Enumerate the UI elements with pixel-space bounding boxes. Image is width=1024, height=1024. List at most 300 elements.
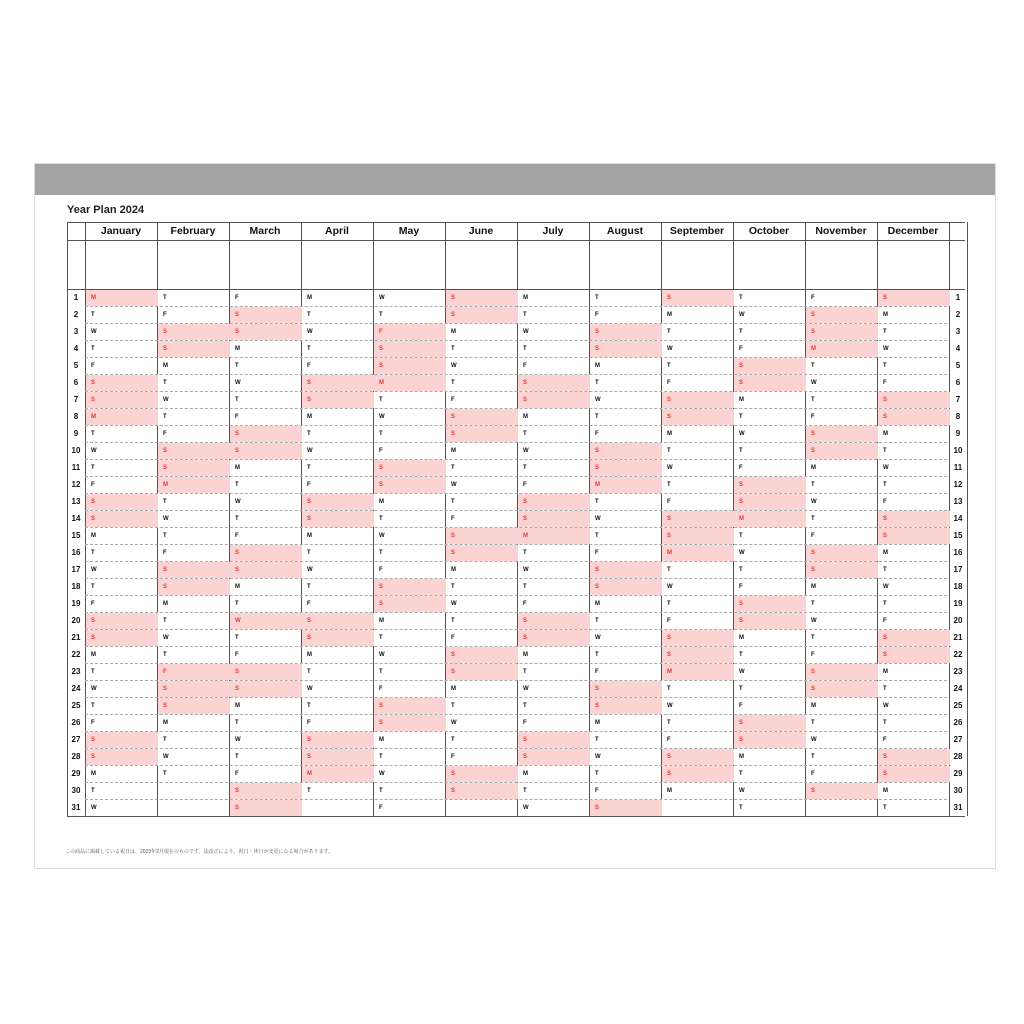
day-cell <box>374 783 446 799</box>
day-cell <box>878 800 950 816</box>
weekday-letter: T <box>91 312 95 318</box>
day-cell <box>662 307 734 323</box>
day-number-right: 9 <box>955 429 961 438</box>
weekday-letter: S <box>883 397 888 403</box>
day-cell <box>302 392 374 408</box>
weekday-letter: F <box>811 533 815 539</box>
day-cell <box>374 426 446 442</box>
day-cell <box>590 358 662 374</box>
weekday-letter: S <box>811 550 816 556</box>
day-number-left: 21 <box>71 633 81 642</box>
weekday-letter: M <box>667 550 672 556</box>
weekday-letter: S <box>595 703 600 709</box>
day-cell <box>734 698 806 714</box>
month-header-june: June <box>468 225 494 237</box>
weekday-letter: F <box>883 618 887 624</box>
day-cell <box>86 647 158 663</box>
weekday-letter: S <box>91 516 96 522</box>
day-cell <box>158 324 230 340</box>
weekday-letter: T <box>595 414 599 420</box>
day-cell <box>590 494 662 510</box>
day-cell <box>446 664 518 680</box>
weekday-letter: F <box>739 346 743 352</box>
weekday-letter: S <box>307 618 312 624</box>
day-cell <box>518 766 590 782</box>
day-cell <box>374 732 446 748</box>
weekday-letter: F <box>595 669 599 675</box>
day-cell <box>806 511 878 527</box>
day-cell <box>806 443 878 459</box>
weekday-letter: S <box>451 788 456 794</box>
weekday-letter: T <box>667 329 671 335</box>
weekday-letter: T <box>91 788 95 794</box>
weekday-letter: W <box>235 737 241 743</box>
weekday-letter: S <box>235 448 240 454</box>
day-cell <box>230 341 302 357</box>
weekday-letter: S <box>91 380 96 386</box>
weekday-letter: T <box>163 533 167 539</box>
weekday-letter: T <box>451 703 455 709</box>
day-cell <box>518 562 590 578</box>
weekday-letter: T <box>523 550 527 556</box>
day-cell <box>446 375 518 391</box>
weekday-letter: T <box>739 771 743 777</box>
day-cell <box>806 630 878 646</box>
day-cell <box>878 562 950 578</box>
weekday-letter: T <box>307 703 311 709</box>
day-cell <box>590 647 662 663</box>
weekday-letter: W <box>163 635 169 641</box>
day-cell <box>590 766 662 782</box>
weekday-letter: F <box>595 788 599 794</box>
weekday-letter: F <box>235 295 239 301</box>
weekday-letter: M <box>667 431 672 437</box>
day-cell <box>446 324 518 340</box>
weekday-letter: T <box>379 431 383 437</box>
weekday-letter: S <box>595 465 600 471</box>
weekday-letter: T <box>235 601 239 607</box>
day-cell <box>878 426 950 442</box>
weekday-letter: S <box>379 363 384 369</box>
day-cell <box>446 562 518 578</box>
day-cell <box>518 613 590 629</box>
day-cell <box>878 664 950 680</box>
day-cell <box>662 732 734 748</box>
day-cell <box>878 579 950 595</box>
day-cell <box>590 409 662 425</box>
day-cell <box>158 579 230 595</box>
weekday-letter: T <box>811 635 815 641</box>
day-number-right: 6 <box>955 378 961 387</box>
weekday-letter: T <box>235 482 239 488</box>
weekday-letter: W <box>379 533 385 539</box>
weekday-letter: W <box>667 346 673 352</box>
weekday-letter: W <box>307 448 313 454</box>
day-number-left: 4 <box>73 344 79 353</box>
weekday-letter: W <box>91 567 97 573</box>
day-cell <box>230 698 302 714</box>
day-cell <box>662 630 734 646</box>
day-cell <box>806 664 878 680</box>
weekday-letter: M <box>883 788 888 794</box>
weekday-letter: T <box>523 584 527 590</box>
day-cell <box>518 426 590 442</box>
weekday-letter: M <box>91 652 96 658</box>
day-cell <box>734 664 806 680</box>
weekday-letter: S <box>667 771 672 777</box>
day-cell <box>518 732 590 748</box>
day-cell <box>86 528 158 544</box>
day-cell <box>302 409 374 425</box>
weekday-letter: S <box>811 312 816 318</box>
weekday-letter: S <box>883 533 888 539</box>
day-cell <box>878 630 950 646</box>
weekday-letter: F <box>163 431 167 437</box>
day-cell <box>230 545 302 561</box>
weekday-letter: W <box>667 584 673 590</box>
day-cell <box>806 324 878 340</box>
day-cell <box>446 460 518 476</box>
weekday-letter: T <box>451 737 455 743</box>
day-cell <box>806 545 878 561</box>
day-cell <box>446 749 518 765</box>
day-cell <box>158 511 230 527</box>
weekday-letter: F <box>883 380 887 386</box>
weekday-letter: W <box>739 550 745 556</box>
day-cell <box>662 511 734 527</box>
day-cell <box>806 732 878 748</box>
weekday-letter: W <box>235 499 241 505</box>
day-cell <box>878 749 950 765</box>
day-cell <box>302 749 374 765</box>
day-cell <box>878 358 950 374</box>
day-number-right: 4 <box>955 344 961 353</box>
day-cell <box>230 324 302 340</box>
weekday-letter: M <box>739 754 744 760</box>
day-number-left: 30 <box>71 786 81 795</box>
weekday-letter: T <box>595 380 599 386</box>
day-number-right: 12 <box>953 480 963 489</box>
day-cell <box>374 290 446 306</box>
day-cell <box>878 477 950 493</box>
weekday-letter: S <box>667 635 672 641</box>
weekday-letter: T <box>307 788 311 794</box>
day-cell <box>446 647 518 663</box>
day-cell <box>446 358 518 374</box>
day-cell <box>86 307 158 323</box>
day-cell <box>806 698 878 714</box>
day-cell <box>230 630 302 646</box>
day-cell <box>662 562 734 578</box>
weekday-letter: F <box>667 737 671 743</box>
day-cell <box>734 426 806 442</box>
day-cell <box>86 324 158 340</box>
day-cell <box>734 715 806 731</box>
day-number-right: 27 <box>953 735 963 744</box>
day-cell <box>230 749 302 765</box>
day-cell <box>86 698 158 714</box>
weekday-letter: T <box>523 465 527 471</box>
day-cell <box>158 392 230 408</box>
weekday-letter: W <box>739 788 745 794</box>
weekday-letter: F <box>451 754 455 760</box>
weekday-letter: S <box>163 448 168 454</box>
day-cell <box>806 409 878 425</box>
weekday-letter: T <box>307 312 311 318</box>
day-number-right: 21 <box>953 633 963 642</box>
weekday-letter: T <box>307 465 311 471</box>
weekday-letter: S <box>451 669 456 675</box>
weekday-letter: W <box>451 482 457 488</box>
day-cell <box>374 698 446 714</box>
day-cell <box>806 766 878 782</box>
day-cell <box>806 783 878 799</box>
weekday-letter: T <box>379 635 383 641</box>
weekday-letter: F <box>883 737 887 743</box>
weekday-letter: S <box>451 533 456 539</box>
weekday-letter: W <box>739 312 745 318</box>
weekday-letter: T <box>379 788 383 794</box>
weekday-letter: W <box>379 414 385 420</box>
day-cell <box>446 681 518 697</box>
weekday-letter: M <box>595 720 600 726</box>
day-cell <box>230 358 302 374</box>
weekday-letter: M <box>523 295 528 301</box>
day-cell <box>86 375 158 391</box>
day-cell <box>86 579 158 595</box>
weekday-letter: T <box>811 482 815 488</box>
weekday-letter: M <box>811 465 816 471</box>
weekday-letter: T <box>811 754 815 760</box>
weekday-letter: M <box>523 771 528 777</box>
weekday-letter: T <box>811 363 815 369</box>
day-cell <box>230 766 302 782</box>
weekday-letter: W <box>595 754 601 760</box>
day-cell <box>590 783 662 799</box>
day-cell <box>662 409 734 425</box>
weekday-letter: S <box>235 567 240 573</box>
weekday-letter: T <box>91 550 95 556</box>
day-cell <box>446 613 518 629</box>
weekday-letter: S <box>379 465 384 471</box>
weekday-letter: M <box>451 686 456 692</box>
day-cell <box>734 647 806 663</box>
weekday-letter: S <box>595 567 600 573</box>
day-cell <box>86 715 158 731</box>
weekday-letter: M <box>379 499 384 505</box>
day-cell <box>734 460 806 476</box>
weekday-letter: S <box>811 686 816 692</box>
weekday-letter: S <box>451 312 456 318</box>
planner-sheet <box>35 164 995 868</box>
day-cell <box>446 392 518 408</box>
day-cell <box>878 443 950 459</box>
weekday-letter: S <box>811 431 816 437</box>
day-cell <box>878 392 950 408</box>
day-cell <box>446 307 518 323</box>
weekday-letter: W <box>883 465 889 471</box>
day-cell <box>302 732 374 748</box>
weekday-letter: T <box>739 652 743 658</box>
weekday-letter: S <box>667 414 672 420</box>
day-cell <box>302 596 374 612</box>
day-cell <box>230 392 302 408</box>
day-cell <box>734 681 806 697</box>
day-cell <box>878 460 950 476</box>
day-cell <box>446 545 518 561</box>
weekday-letter: S <box>523 737 528 743</box>
weekday-letter: S <box>667 652 672 658</box>
weekday-letter: S <box>235 788 240 794</box>
weekday-letter: W <box>235 618 241 624</box>
day-number-right: 14 <box>953 514 963 523</box>
weekday-letter: S <box>739 618 744 624</box>
day-cell <box>590 545 662 561</box>
weekday-letter: M <box>811 584 816 590</box>
weekday-letter: M <box>811 346 816 352</box>
weekday-letter: S <box>883 635 888 641</box>
weekday-letter: S <box>379 703 384 709</box>
weekday-letter: M <box>307 414 312 420</box>
day-cell <box>374 494 446 510</box>
day-number-left: 18 <box>71 582 81 591</box>
weekday-letter: T <box>379 754 383 760</box>
footnote: この商品に掲載している祝日は、2023年2月現在のものです。法改正により、祝日・休日が変更になる場合があります。 <box>65 849 334 855</box>
day-number-right: 22 <box>953 650 963 659</box>
day-cell <box>734 341 806 357</box>
day-cell <box>230 647 302 663</box>
weekday-letter: T <box>91 584 95 590</box>
weekday-letter: T <box>235 363 239 369</box>
day-cell <box>446 596 518 612</box>
day-cell <box>878 647 950 663</box>
weekday-letter: F <box>739 465 743 471</box>
day-cell <box>86 392 158 408</box>
weekday-letter: S <box>307 737 312 743</box>
day-cell <box>374 579 446 595</box>
weekday-letter: T <box>667 363 671 369</box>
weekday-letter: S <box>451 295 456 301</box>
weekday-letter: M <box>307 533 312 539</box>
weekday-letter: F <box>91 720 95 726</box>
day-cell <box>734 630 806 646</box>
day-cell <box>518 290 590 306</box>
day-cell <box>302 562 374 578</box>
day-cell <box>158 715 230 731</box>
weekday-letter: W <box>595 516 601 522</box>
day-cell <box>158 494 230 510</box>
day-cell <box>518 715 590 731</box>
weekday-letter: W <box>883 703 889 709</box>
weekday-letter: S <box>595 686 600 692</box>
day-cell <box>446 766 518 782</box>
month-header-december: December <box>887 225 939 237</box>
day-cell <box>158 732 230 748</box>
day-cell <box>806 749 878 765</box>
weekday-letter: T <box>739 414 743 420</box>
weekday-letter: M <box>91 414 96 420</box>
day-cell <box>86 664 158 680</box>
day-cell <box>230 783 302 799</box>
day-cell <box>734 324 806 340</box>
day-cell <box>590 664 662 680</box>
weekday-letter: S <box>523 618 528 624</box>
day-cell <box>662 460 734 476</box>
weekday-letter: F <box>235 771 239 777</box>
day-cell <box>806 715 878 731</box>
month-header-february: February <box>170 225 216 237</box>
day-cell <box>806 460 878 476</box>
day-number-left: 26 <box>71 718 81 727</box>
weekday-letter: T <box>379 669 383 675</box>
day-cell <box>806 613 878 629</box>
day-cell <box>86 562 158 578</box>
weekday-letter: M <box>667 669 672 675</box>
day-cell <box>230 613 302 629</box>
day-cell <box>518 341 590 357</box>
weekday-letter: S <box>811 448 816 454</box>
weekday-letter: S <box>307 754 312 760</box>
day-number-left: 16 <box>71 548 81 557</box>
weekday-letter: S <box>235 686 240 692</box>
weekday-letter: W <box>523 805 529 811</box>
weekday-letter: W <box>883 346 889 352</box>
weekday-letter: S <box>451 550 456 556</box>
day-cell <box>230 528 302 544</box>
day-cell <box>590 579 662 595</box>
day-cell <box>590 715 662 731</box>
day-cell <box>374 341 446 357</box>
weekday-letter: M <box>523 533 528 539</box>
day-cell <box>878 715 950 731</box>
day-cell <box>374 766 446 782</box>
weekday-letter: M <box>91 533 96 539</box>
weekday-letter: S <box>163 584 168 590</box>
month-header-may: May <box>398 225 420 237</box>
weekday-letter: T <box>739 295 743 301</box>
weekday-letter: W <box>163 754 169 760</box>
weekday-letter: F <box>307 601 311 607</box>
weekday-letter: S <box>163 686 168 692</box>
day-cell <box>590 613 662 629</box>
weekday-letter: T <box>379 550 383 556</box>
day-number-right: 8 <box>955 412 961 421</box>
day-cell <box>158 528 230 544</box>
weekday-letter: S <box>523 635 528 641</box>
day-number-right: 16 <box>953 548 963 557</box>
day-cell <box>86 426 158 442</box>
weekday-letter: S <box>667 754 672 760</box>
day-cell <box>734 443 806 459</box>
weekday-letter: S <box>595 346 600 352</box>
day-cell <box>86 732 158 748</box>
day-cell <box>230 800 302 816</box>
weekday-letter: T <box>163 618 167 624</box>
day-cell <box>662 324 734 340</box>
grid-hline <box>67 816 965 817</box>
day-cell <box>518 443 590 459</box>
weekday-letter: W <box>235 380 241 386</box>
weekday-letter: S <box>379 584 384 590</box>
weekday-letter: S <box>379 720 384 726</box>
weekday-letter: S <box>595 805 600 811</box>
day-cell <box>662 290 734 306</box>
weekday-letter: S <box>739 720 744 726</box>
weekday-letter: S <box>883 516 888 522</box>
weekday-letter: M <box>451 448 456 454</box>
day-cell <box>806 647 878 663</box>
weekday-letter: T <box>235 397 239 403</box>
